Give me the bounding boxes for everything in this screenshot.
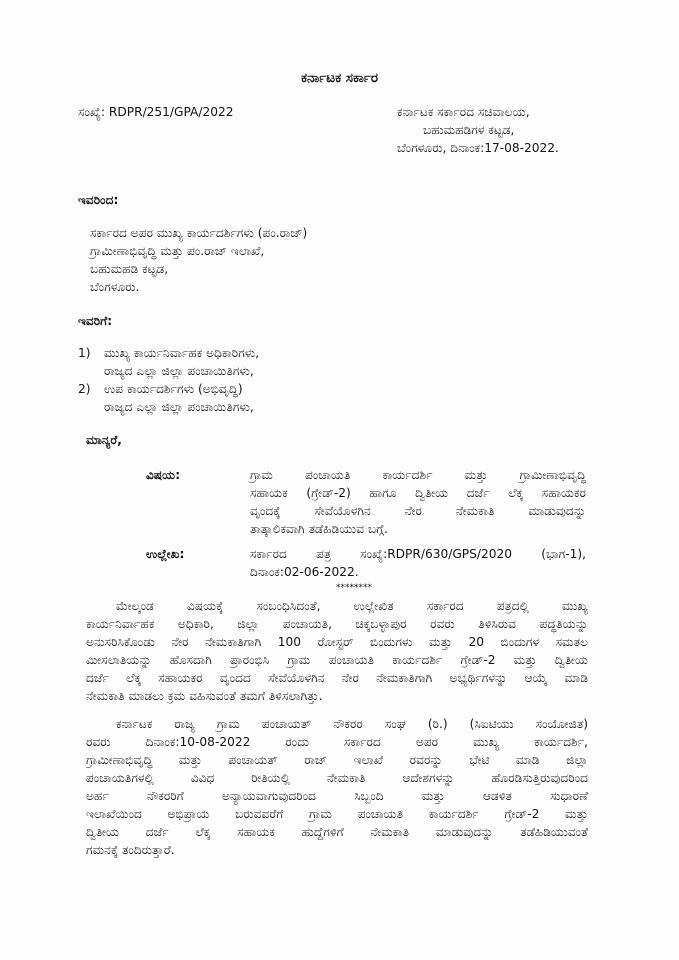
paragraph-2-line: ರವರು ದಿನಾಂಕ:10-08-2022 ರಂದು ಸರ್ಕಾರದ ಅಪರ ಮುಖ್ಯ ಕಾರ್ಯದರ್ಶಿ, bbox=[86, 735, 588, 749]
subject-line-2: ಸಹಾಯಕ (ಗ್ರೇಡ್-2) ಹಾಗೂ ದ್ವಿತೀಯ ದರ್ಜೆ ಲೆಕ್ಕ ಸಹಾಯಕರ bbox=[250, 486, 586, 500]
paragraph-2-line: ಗಮನಕ್ಕೆ ತಂದಿರುತ್ತಾರೆ. bbox=[86, 843, 175, 857]
reference-line-2: ದಿನಾಂಕ:02-06-2022. bbox=[250, 565, 359, 579]
from-line-1: ಸರ್ಕಾರದ ಅಪರ ಮುಖ್ಯ ಕಾರ್ಯದರ್ಶಿಗಳು (ಪಂ.ರಾಜ್) bbox=[90, 226, 308, 240]
subject-line-3: ವೃಂದಕ್ಕೆ ಸೇವೆಯೊಳಗಿನ ನೇರ ನೇಮಕಾತಿ ಮಾಡುವುದನ್ನು bbox=[250, 504, 586, 518]
paragraph-1-line: ನೇಮಕಾತಿ ಮಾಡಲು ಕ್ರಮ ವಹಿಸುವಂತೆ ತಮಗೆ ತಿಳಿಸಲಾಗಿತ್ತು. bbox=[86, 689, 323, 703]
office-date: ಬೆಂಗಳೂರು, ದಿನಾಂಕ:17-08-2022. bbox=[397, 141, 559, 155]
reference-line-1: ಸರ್ಕಾರದ ಪತ್ರ ಸಂಖ್ಯೆ:RDPR/630/GPS/2020 (ಭಾಗ-1), bbox=[250, 547, 586, 561]
to-item-1-line-1: ಮುಖ್ಯ ಕಾರ್ಯನಿರ್ವಾಹಕ ಅಧಿಕಾರಿಗಳು, bbox=[104, 346, 260, 360]
paragraph-1-line: ಅನುಸರಿಸಿಕೊಂಡು ನೇರ ನೇಮಕಾತಿಗಾಗಿ 100 ರೋಸ್ಟರ್ ಬಿಂದುಗಳು ಮತ್ತು 20 ಬಿಂದುಗಳ ಸಮತಲ bbox=[86, 635, 588, 649]
subject-line-1: ಗ್ರಾಮ ಪಂಚಾಯತಿ ಕಾರ್ಯದರ್ಶಿ ಮತ್ತು ಗ್ರಾಮೀಣಾಭಿವೃದ್ಧಿ bbox=[250, 468, 586, 482]
paragraph-2-line: ಕರ್ನಾಟಕ ರಾಜ್ಯ ಗ್ರಾಮ ಪಂಚಾಯತ್ ನೌಕರರ ಸಂಘ (ರಿ.) (ಸಿಐಟಿಯು ಸಂಯೋಜಿತ) bbox=[116, 717, 588, 731]
to-item-2-number: 2) bbox=[78, 382, 91, 396]
paragraph-2-line: ಪಂಚಾಯತಿಗಳಲ್ಲಿ ವಿವಿಧ ರೀತಿಯಲ್ಲಿ ನೇಮಕಾತಿ ಆದೇಶಗಳನ್ನು ಹೊರಡಿಸುತ್ತಿರುವುದರಿಂದ bbox=[86, 771, 588, 785]
reference-number: ಸಂಖ್ಯೆ: RDPR/251/GPA/2022 bbox=[78, 105, 234, 119]
office-line-2: ಬಹುಮಹಡಿಗಳ ಕಟ್ಟಡ, bbox=[423, 123, 515, 137]
reference-label: ಉಲ್ಲೇಖ: bbox=[146, 547, 185, 561]
paragraph-2 bbox=[86, 715, 588, 859]
office-line-1: ಕರ್ನಾಟಕ ಸರ್ಕಾರದ ಸಚಿವಾಲಯ, bbox=[397, 105, 530, 119]
paragraph-2-line: ಇಲಾಖೆಯಿಂದ ಅಭಿಪ್ರಾಯ ಬರುವವರೆಗೆ ಗ್ರಾಮ ಪಂಚಾಯತಿ ಕಾರ್ಯದರ್ಶಿ ಗ್ರೇಡ್-2 ಮತ್ತು bbox=[86, 807, 588, 821]
paragraph-1-line: ಮೇಲ್ಕಂಡ ವಿಷಯಕ್ಕೆ ಸಂಬಂಧಿಸಿದಂತೆ, ಉಲ್ಲೇಖಿತ ಸರ್ಕಾರದ ಪತ್ರದಲ್ಲಿ ಮುಖ್ಯ bbox=[116, 599, 588, 613]
subject-line-4: ತಾತ್ಕಾಲಿಕವಾಗಿ ತಡೆಹಿಡಿಯುವ ಬಗ್ಗೆ. bbox=[250, 522, 388, 536]
salutation: ಮಾನ್ಯರೆ, bbox=[86, 433, 122, 447]
paragraph-2-line: ಅರ್ಹ ನೌಕರರಿಗೆ ಅನ್ಯಾಯವಾಗುವುದರಿಂದ ಸಿಬ್ಬಂದಿ ಮತ್ತು ಆಡಳಿತ ಸುಧಾರಣೆ bbox=[86, 789, 588, 803]
paragraph-1-line: ಮೀಸಲಾತಿಯನ್ನು ಹೊಸದಾಗಿ ಪ್ರಾರಂಭಿಸಿ ಗ್ರಾಮ ಪಂಚಾಯತಿ ಕಾರ್ಯದರ್ಶಿ ಗ್ರೇಡ್-2 ಮತ್ತು ದ್ವಿತೀಯ bbox=[86, 653, 588, 667]
from-line-2: ಗ್ರಾಮೀಣಾಭಿವೃದ್ಧಿ ಮತ್ತು ಪಂ.ರಾಜ್ ಇಲಾಖೆ, bbox=[90, 244, 265, 258]
to-item-1-number: 1) bbox=[78, 346, 91, 360]
separator: ******** bbox=[336, 583, 372, 593]
to-item-2-line-1: ಉಪ ಕಾರ್ಯದರ್ಶಿಗಳು (ಅಭಿವೃದ್ಧಿ) bbox=[104, 382, 243, 396]
to-item-1-line-2: ರಾಜ್ಯದ ಎಲ್ಲಾ ಜಿಲ್ಲಾ ಪಂಚಾಯಿತಿಗಳು, bbox=[104, 364, 254, 378]
paragraph-1-line: ಕಾರ್ಯನಿರ್ವಾಹಕ ಅಧಿಕಾರಿ, ಜಿಲ್ಲಾ ಪಂಚಾಯತಿ, ಚಿಕ್ಕಬಳ್ಳಾಪುರ ರವರು ತಿಳಿಸಿರುವ ಪದ್ಧತಿಯನ್ನು bbox=[86, 617, 588, 631]
paragraph-1 bbox=[86, 597, 588, 705]
to-item-2-line-2: ರಾಜ್ಯದ ಎಲ್ಲಾ ಜಿಲ್ಲಾ ಪಂಚಾಯಿತಿಗಳು, bbox=[104, 400, 254, 414]
from-line-4: ಬೆಂಗಳೂರು. bbox=[90, 280, 140, 294]
to-label: ಇವರಿಗೆ: bbox=[78, 314, 113, 328]
from-label: ಇವರಿಂದ: bbox=[78, 193, 119, 207]
paragraph-2-line: ದ್ವಿತೀಯ ದರ್ಜೆ ಲೆಕ್ಕ ಸಹಾಯಕ ಹುದ್ದೆಗಳಿಗೆ ನೇಮಕಾತಿ ಮಾಡುವುದನ್ನು ತಡೆಹಿಡಿಯುವಂತೆ bbox=[86, 825, 588, 839]
paragraph-2-line: ಗ್ರಾಮೀಣಾಭಿವೃದ್ಧಿ ಮತ್ತು ಪಂಚಾಯತ್ ರಾಜ್ ಇಲಾಖೆ ರವರನ್ನು ಭೇಟಿ ಮಾಡಿ ಜಿಲ್ಲಾ bbox=[86, 753, 588, 767]
government-title: ಕರ್ನಾಟಕ ಸರ್ಕಾರ bbox=[300, 70, 379, 86]
subject-label: ವಿಷಯ: bbox=[146, 468, 181, 482]
from-line-3: ಬಹುಮಹಡಿ ಕಟ್ಟಡ, bbox=[90, 262, 169, 276]
paragraph-1-line: ದರ್ಜೆ ಲೆಕ್ಕ ಸಹಾಯಕರ ವೃಂದದ ಸೇವೆಯೊಳಗಿನ ನೇರ ನೇಮಕಾತಿಗಾಗಿ ಅಭ್ಯರ್ಥಿಗಳನ್ನು ಆಯ್ಕೆ ಮಾಡಿ bbox=[86, 671, 588, 685]
